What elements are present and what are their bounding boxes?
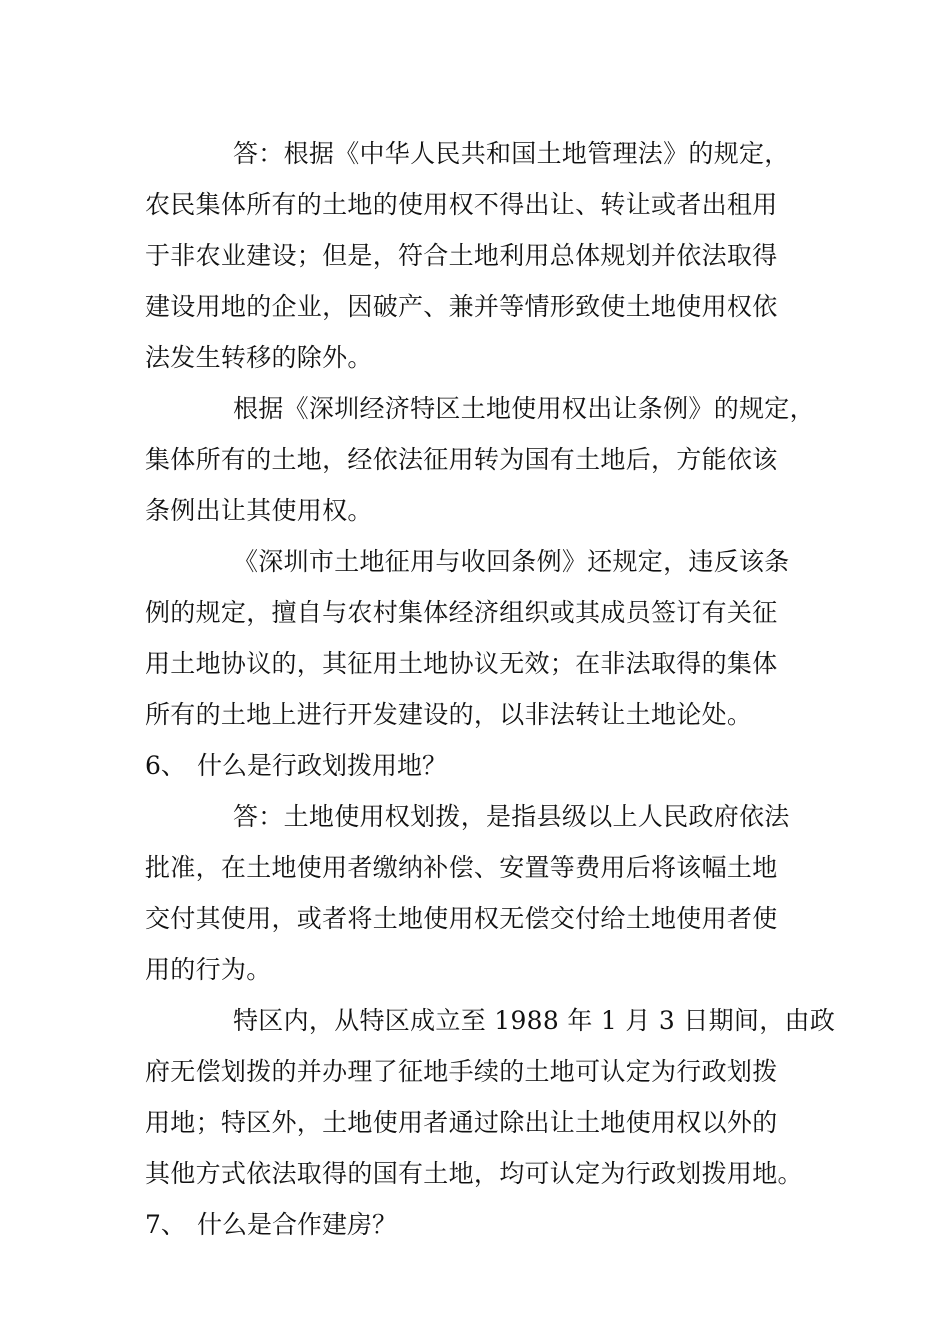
paragraph-line: 批准，在土地使用者缴纳补偿、安置等费用后将该幅土地 [145,853,778,882]
question-heading-7 [145,1199,845,1250]
document-body [145,128,845,1250]
question-text: 什么是合作建房？ [197,1210,398,1239]
paragraph-answer-collective-land [145,128,845,383]
paragraph-line: 答：根据《中华人民共和国土地管理法》的规定， [233,139,790,168]
paragraph-line: 用的行为。 [145,955,272,984]
paragraph-line: 所有的土地上进行开发建设的，以非法转让土地论处。 [145,700,753,729]
paragraph-line: 《深圳市土地征用与收回条例》还规定，违反该条 [233,547,790,576]
paragraph-line: 特区内，从特区成立至 1988 年 1 月 3 日期间，由政 [233,1006,836,1035]
paragraph-line: 答：土地使用权划拨，是指县级以上人民政府依法 [233,802,790,831]
paragraph-line: 交付其使用，或者将土地使用权无偿交付给土地使用者使 [145,904,778,933]
paragraph-line: 府无偿划拨的并办理了征地手续的土地可认定为行政划拨 [145,1057,778,1086]
paragraph-line: 例的规定，擅自与农村集体经济组织或其成员签订有关征 [145,598,778,627]
paragraph-answer-allocation [145,791,845,995]
paragraph-line: 其他方式依法取得的国有土地，均可认定为行政划拨用地。 [145,1159,803,1188]
question-number: 6、 [145,751,186,780]
paragraph-expropriation-regulation [145,536,845,740]
paragraph-line: 法发生转移的除外。 [145,343,373,372]
question-number: 7、 [145,1210,186,1239]
paragraph-line: 建设用地的企业，因破产、兼并等情形致使土地使用权依 [145,292,778,321]
paragraph-line: 条例出让其使用权。 [145,496,373,525]
paragraph-shenzhen-regulation [145,383,845,536]
paragraph-line: 于非农业建设；但是，符合土地利用总体规划并依法取得 [145,241,778,270]
paragraph-line: 用土地协议的，其征用土地协议无效；在非法取得的集体 [145,649,778,678]
question-text: 什么是行政划拨用地？ [197,751,448,780]
question-heading-6 [145,740,845,791]
paragraph-line: 用地；特区外，土地使用者通过除出让土地使用权以外的 [145,1108,778,1137]
paragraph-special-zone [145,995,845,1199]
paragraph-line: 集体所有的土地，经依法征用转为国有土地后，方能依该 [145,445,778,474]
paragraph-line: 农民集体所有的土地的使用权不得出让、转让或者出租用 [145,190,778,219]
paragraph-line: 根据《深圳经济特区土地使用权出让条例》的规定， [233,394,815,423]
